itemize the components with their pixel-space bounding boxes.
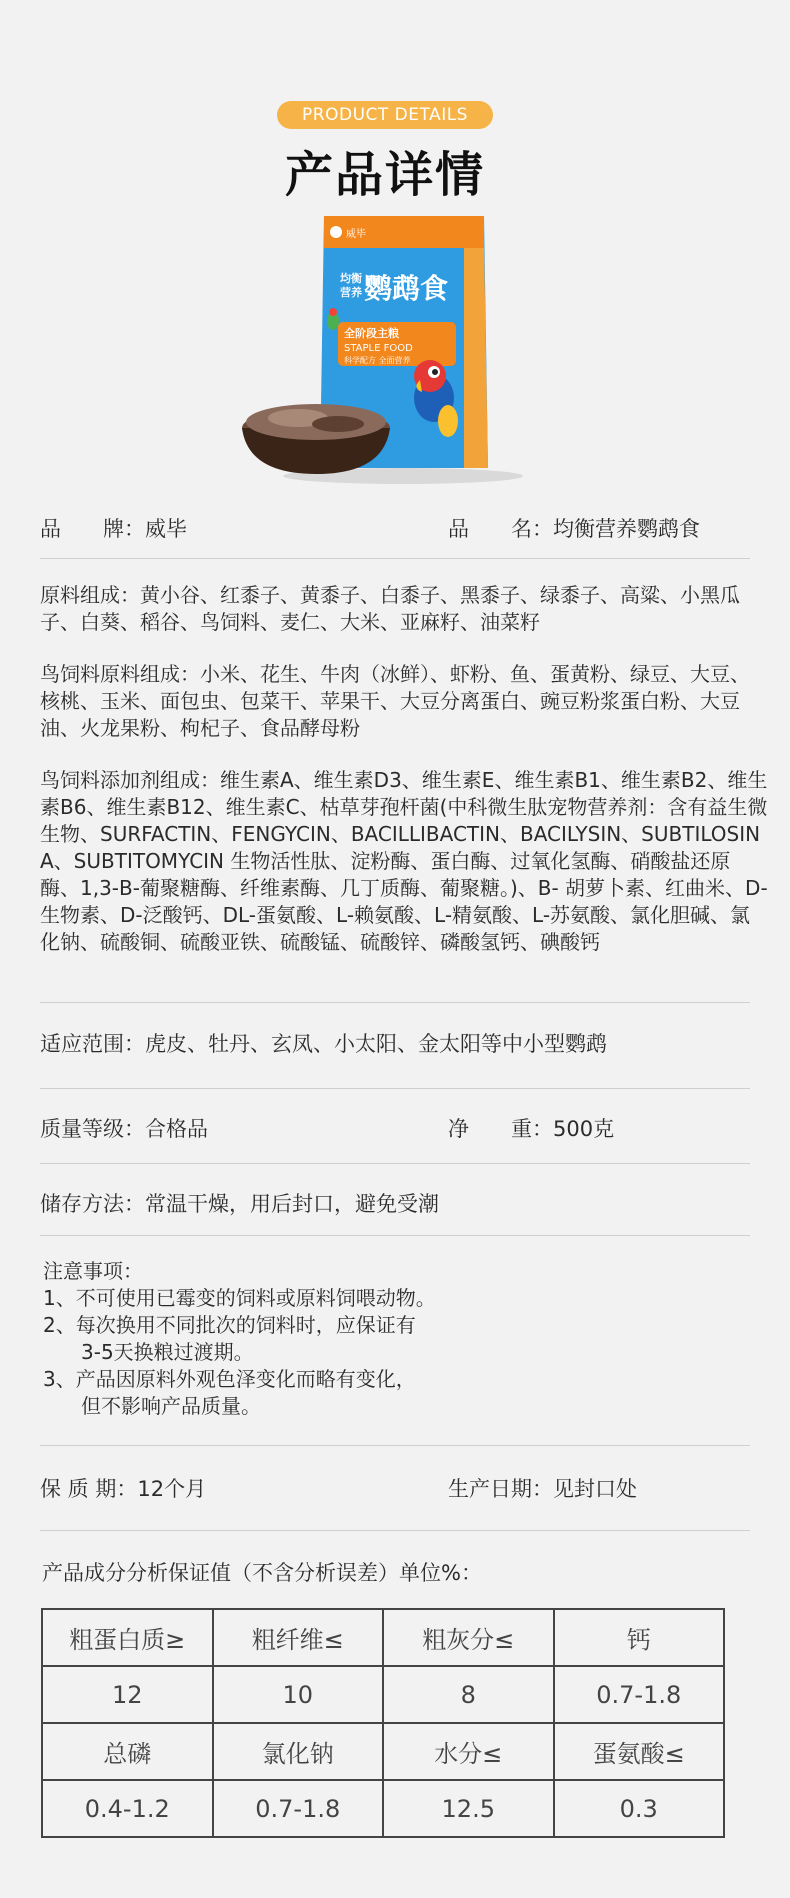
table-cell: 12.5: [383, 1780, 554, 1837]
name-row: [448, 513, 700, 543]
bag-slogan: 科学配方 全面营养: [344, 356, 411, 365]
product-image: [238, 206, 528, 490]
notes-title: 注意事项：: [43, 1259, 143, 1283]
analysis-caption: 产品成分分析保证值（不含分析误差）单位%：: [42, 1561, 482, 1585]
divider: [40, 1002, 750, 1003]
note-line: 但不影响产品质量。: [81, 1394, 261, 1418]
divider: [40, 1235, 750, 1236]
table-row: [42, 1666, 724, 1723]
shelf-life-row: [40, 1473, 206, 1503]
table-cell: 蛋氨酸≤: [554, 1723, 725, 1780]
divider: [40, 1445, 750, 1446]
notes-block: [43, 1258, 436, 1420]
production-date-label: 生产日期：: [448, 1477, 553, 1501]
page-title: 产品详情: [284, 147, 485, 203]
grade-label: 质量等级：: [40, 1117, 145, 1141]
shelf-life-label: 保 质 期：: [40, 1477, 138, 1501]
table-cell: 0.7-1.8: [213, 1780, 384, 1837]
name-value: 均衡营养鹦鹉食: [553, 517, 700, 541]
table-cell: 粗灰分≤: [383, 1609, 554, 1666]
product-details-badge: PRODUCT DETAILS: [277, 101, 493, 129]
weight-row: [448, 1113, 614, 1143]
table-row: [42, 1609, 724, 1666]
divider: [40, 558, 750, 559]
bag-banner: 全阶段主粮: [344, 327, 399, 340]
table-row: [42, 1723, 724, 1780]
bag-banner-en: STAPLE FOOD: [344, 343, 413, 354]
bag-brand: 威毕: [346, 229, 366, 240]
production-date-row: [448, 1473, 637, 1503]
grade-row: [40, 1113, 208, 1143]
bag-title: 鹦鹉食: [364, 272, 449, 305]
table-cell: 钙: [554, 1609, 725, 1666]
scope-text: 适应范围：虎皮、牡丹、玄凤、小太阳、金太阳等中小型鹦鹉: [40, 1032, 607, 1056]
analysis-table: [41, 1608, 725, 1838]
bag-tag-line2: 营养: [340, 286, 362, 299]
table-cell: 12: [42, 1666, 213, 1723]
note-line: 2、每次换用不同批次的饲料时，应保证有: [43, 1313, 416, 1337]
brand-row: [40, 513, 187, 543]
note-line: 3、产品因原料外观色泽变化而略有变化，: [43, 1367, 416, 1391]
brand-value: 威毕: [145, 517, 187, 541]
table-cell: 水分≤: [383, 1723, 554, 1780]
ingredients-text: 原料组成：黄小谷、红黍子、黄黍子、白黍子、黑黍子、绿黍子、高粱、小黑瓜子、白葵、稻谷、鸟饲料、麦仁、大米、亚麻籽、油菜籽: [40, 583, 740, 634]
additives-text: 鸟饲料添加剂组成：维生素A、维生素D3、维生素E、维生素B1、维生素B2、维生素B6、维生素B12、维生素C、枯草芽孢杆菌(中科微生肽宠物营养剂：含有益生微生物、SURFACTIN、FENGYCIN、BACILLIBACTIN、BACILYSIN、SUBTILOSIN A、SUBTITOMYCIN 生物活性肽、淀粉酶、蛋白酶、过氧化氢酶、硝酸盐还原酶、1,3-B-葡聚糖酶、纤维素酶、几丁质酶、葡聚糖。)、B- 胡萝卜素、红曲米、D-生物素、D-泛酸钙、DL-蛋氨酸、L-赖氨酸、L-精氨酸、L-苏氨酸、氯化胆碱、氯化钠、硫酸铜、硫酸亚铁、硫酸锰、硫酸锌、磷酸氢钙、碘酸钙: [40, 768, 768, 954]
table-cell: 粗纤维≤: [213, 1609, 384, 1666]
table-cell: 8: [383, 1666, 554, 1723]
table-cell: 0.7-1.8: [554, 1666, 725, 1723]
divider: [40, 1088, 750, 1089]
storage-text: 储存方法：常温干燥，用后封口，避免受潮: [40, 1192, 439, 1216]
table-cell: 总磷: [42, 1723, 213, 1780]
table-cell: 0.3: [554, 1780, 725, 1837]
weight-value: 500克: [553, 1117, 615, 1141]
divider: [40, 1163, 750, 1164]
table-cell: 0.4-1.2: [42, 1780, 213, 1837]
note-line: 3-5天换粮过渡期。: [81, 1340, 254, 1364]
bag-tag-line1: 均衡: [340, 272, 362, 285]
divider: [40, 1530, 750, 1531]
production-date-value: 见封口处: [553, 1477, 637, 1501]
name-label: 品 名：: [448, 517, 553, 541]
table-row: [42, 1780, 724, 1837]
table-cell: 10: [213, 1666, 384, 1723]
brand-label: 品 牌：: [40, 517, 145, 541]
weight-label: 净 重：: [448, 1117, 553, 1141]
bird-feed-ingredients-text: 鸟饲料原料组成：小米、花生、牛肉（冰鲜）、虾粉、鱼、蛋黄粉、绿豆、大豆、核桃、玉米、面包虫、包菜干、苹果干、大豆分离蛋白、豌豆粉浆蛋白粉、大豆油、火龙果粉、枸杞子、食品酵母粉: [40, 662, 750, 740]
grade-value: 合格品: [145, 1117, 208, 1141]
shelf-life-value: 12个月: [137, 1477, 207, 1501]
table-cell: 氯化钠: [213, 1723, 384, 1780]
table-cell: 粗蛋白质≥: [42, 1609, 213, 1666]
note-line: 1、不可使用已霉变的饲料或原料饲喂动物。: [43, 1286, 436, 1310]
